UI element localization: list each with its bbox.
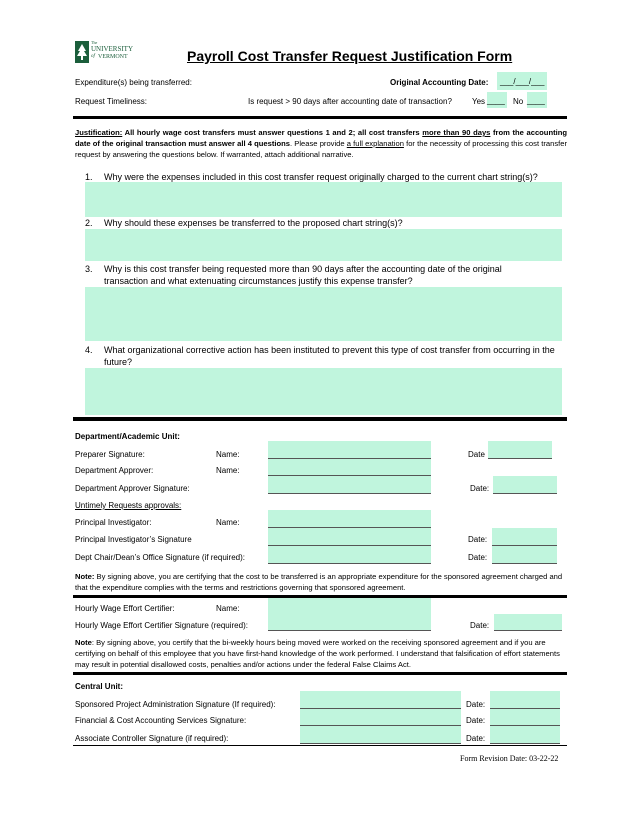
yes-field[interactable] [487, 92, 507, 108]
logo-tree-icon [75, 41, 89, 63]
pi-name-field[interactable] [268, 510, 431, 528]
expenditures-label: Expenditure(s) being transferred: [75, 78, 192, 87]
dept-approver-label: Department Approver: [75, 466, 154, 475]
controller-signature-field[interactable] [300, 726, 461, 744]
certifier-name-label: Name: [216, 604, 240, 613]
yes-label: Yes [472, 97, 486, 106]
chair-date-label: Date: [468, 553, 488, 562]
certifier-label: Hourly Wage Effort Certifier: [75, 604, 175, 613]
pi-date-label: Date: [468, 535, 488, 544]
divider-bottom [73, 745, 567, 746]
question-text: Why were the expenses included in this cost transfer request originally charged to the current chart string(s)? [104, 172, 538, 182]
hourly-note [75, 637, 567, 670]
certifier-signature-label: Hourly Wage Effort Certifier Signature (required): [75, 621, 248, 630]
question-text: Why should these expenses be transferred to the proposed chart string(s)? [104, 218, 403, 228]
answer-4-field[interactable] [85, 368, 562, 415]
pi-label: Principal Investigator: [75, 518, 152, 527]
logo-text-vermont: VERMONT [98, 54, 128, 60]
divider-questions [73, 417, 567, 421]
department-heading: Department/Academic Unit: [75, 432, 180, 441]
pi-name-label: Name: [216, 518, 240, 527]
dept-approver-date-label: Date: [470, 484, 490, 493]
controller-signature-label: Associate Controller Signature (if required): [75, 734, 229, 743]
hourly-note-text: : By signing above, you certify that the bi-weekly hours being moved were worked on the receiving sponsored agreement and if you are certifying on behalf of this employee that you have first-hand knowledge of the work performed. I understand that falsification of effort statements may result in potential disallowed costs, penalties and/or actions under the federal False Claims Act. [75, 638, 560, 669]
preparer-name-label: Name: [216, 450, 240, 459]
yes-blank: ____ [487, 96, 505, 105]
preparer-signature-label: Preparer Signature: [75, 450, 145, 459]
justification-label: Justification: [75, 128, 123, 137]
controller-date-field[interactable] [490, 726, 560, 744]
dept-approver-signature-label: Department Approver Signature: [75, 484, 190, 493]
chair-date-field[interactable] [492, 546, 557, 564]
spa-signature-label: Sponsored Project Administration Signature (If required): [75, 700, 276, 709]
original-date-label: Original Accounting Date: [390, 78, 489, 87]
no-label: No [513, 97, 524, 106]
dept-approver-date-field[interactable] [493, 476, 557, 494]
question-text: What organizational corrective action has been instituted to prevent this type of cost transfer from occurring in the future? [104, 345, 555, 367]
spa-date-label: Date: [466, 700, 486, 709]
pi-date-field[interactable] [492, 528, 557, 546]
answer-2-field[interactable] [85, 229, 562, 261]
certifier-signature-field[interactable] [268, 614, 431, 631]
department-note-text: By signing above, you are certifying that the cost to be transferred is an appropriate expenditure for the sponsored agreement charged and that the expenditure complies with the terms and restrictions governing that sponsored agreement. [75, 572, 563, 592]
no-field[interactable] [527, 92, 547, 108]
question-number: 3. [85, 264, 93, 274]
fcas-signature-label: Financial & Cost Accounting Services Signature: [75, 716, 247, 725]
central-heading: Central Unit: [75, 682, 123, 691]
logo-text-of: of [91, 54, 95, 59]
justification-normal-text-2: for the necessity of processing this cost transfer request by answering the questions below. If warranted, attach additional narrative. [75, 139, 567, 159]
fcas-signature-field[interactable] [300, 709, 461, 726]
divider-top [73, 116, 567, 119]
certifier-date-field[interactable] [494, 614, 562, 631]
untimely-requests-label: Untimely Requests approvals: [75, 501, 182, 510]
logo-text-the: The [91, 40, 98, 45]
pi-signature-label: Principal Investigator’s Signature [75, 535, 192, 544]
timeliness-question: Is request > 90 days after accounting date of transaction? [248, 97, 452, 106]
certifier-name-field[interactable] [268, 598, 431, 615]
question-number: 1. [85, 172, 93, 182]
justification-bold-underline: more than 90 days [422, 128, 491, 137]
question-number: 2. [85, 218, 93, 228]
spa-date-field[interactable] [490, 691, 560, 709]
chair-signature-field[interactable] [268, 546, 431, 564]
preparer-date-label: Date [468, 450, 485, 459]
justification-bold-text-2: from the accounting date of the original transaction must answer all 4 questions [75, 128, 567, 148]
original-date-field[interactable] [497, 72, 547, 90]
dept-approver-name-field[interactable] [268, 459, 431, 476]
logo-text-university: UNIVERSITY [91, 45, 133, 53]
question-text: Why is this cost transfer being requested more than 90 days after the accounting date of the original transaction and what extenuating circumstances justify this expense transfer? [104, 264, 502, 286]
form-revision-date: Form Revision Date: 03-22-22 [460, 754, 559, 763]
dept-approver-name-label: Name: [216, 466, 240, 475]
divider-hourly [73, 672, 567, 675]
answer-3-field[interactable] [85, 287, 562, 341]
justification-underline-text: a full explanation [346, 139, 404, 148]
preparer-date-field[interactable] [488, 441, 552, 459]
original-date-placeholder: ___/___/___ [500, 77, 545, 86]
answer-1-field[interactable] [85, 182, 562, 217]
timeliness-label: Request Timeliness: [75, 97, 148, 106]
dept-approver-signature-field[interactable] [268, 476, 431, 494]
spa-signature-field[interactable] [300, 691, 461, 709]
certifier-date-label: Date: [470, 621, 490, 630]
justification-paragraph [75, 127, 567, 160]
hourly-note-label: Note [75, 638, 92, 647]
chair-signature-label: Dept Chair/Dean’s Office Signature (if required): [75, 553, 246, 562]
question-number: 4. [85, 345, 93, 355]
justification-normal-text: . Please provide [290, 139, 347, 148]
fcas-date-field[interactable] [490, 709, 560, 726]
department-note-label: Note: [75, 572, 95, 581]
preparer-name-field[interactable] [268, 441, 431, 459]
controller-date-label: Date: [466, 734, 486, 743]
university-logo [75, 40, 135, 64]
fcas-date-label: Date: [466, 716, 486, 725]
department-note [75, 571, 567, 593]
pi-signature-field[interactable] [268, 528, 431, 546]
no-blank: ____ [527, 96, 545, 105]
page-title: Payroll Cost Transfer Request Justification Form [187, 48, 513, 64]
justification-bold-text: All hourly wage cost transfers must answer questions 1 and 2; all cost transfers [122, 128, 423, 137]
